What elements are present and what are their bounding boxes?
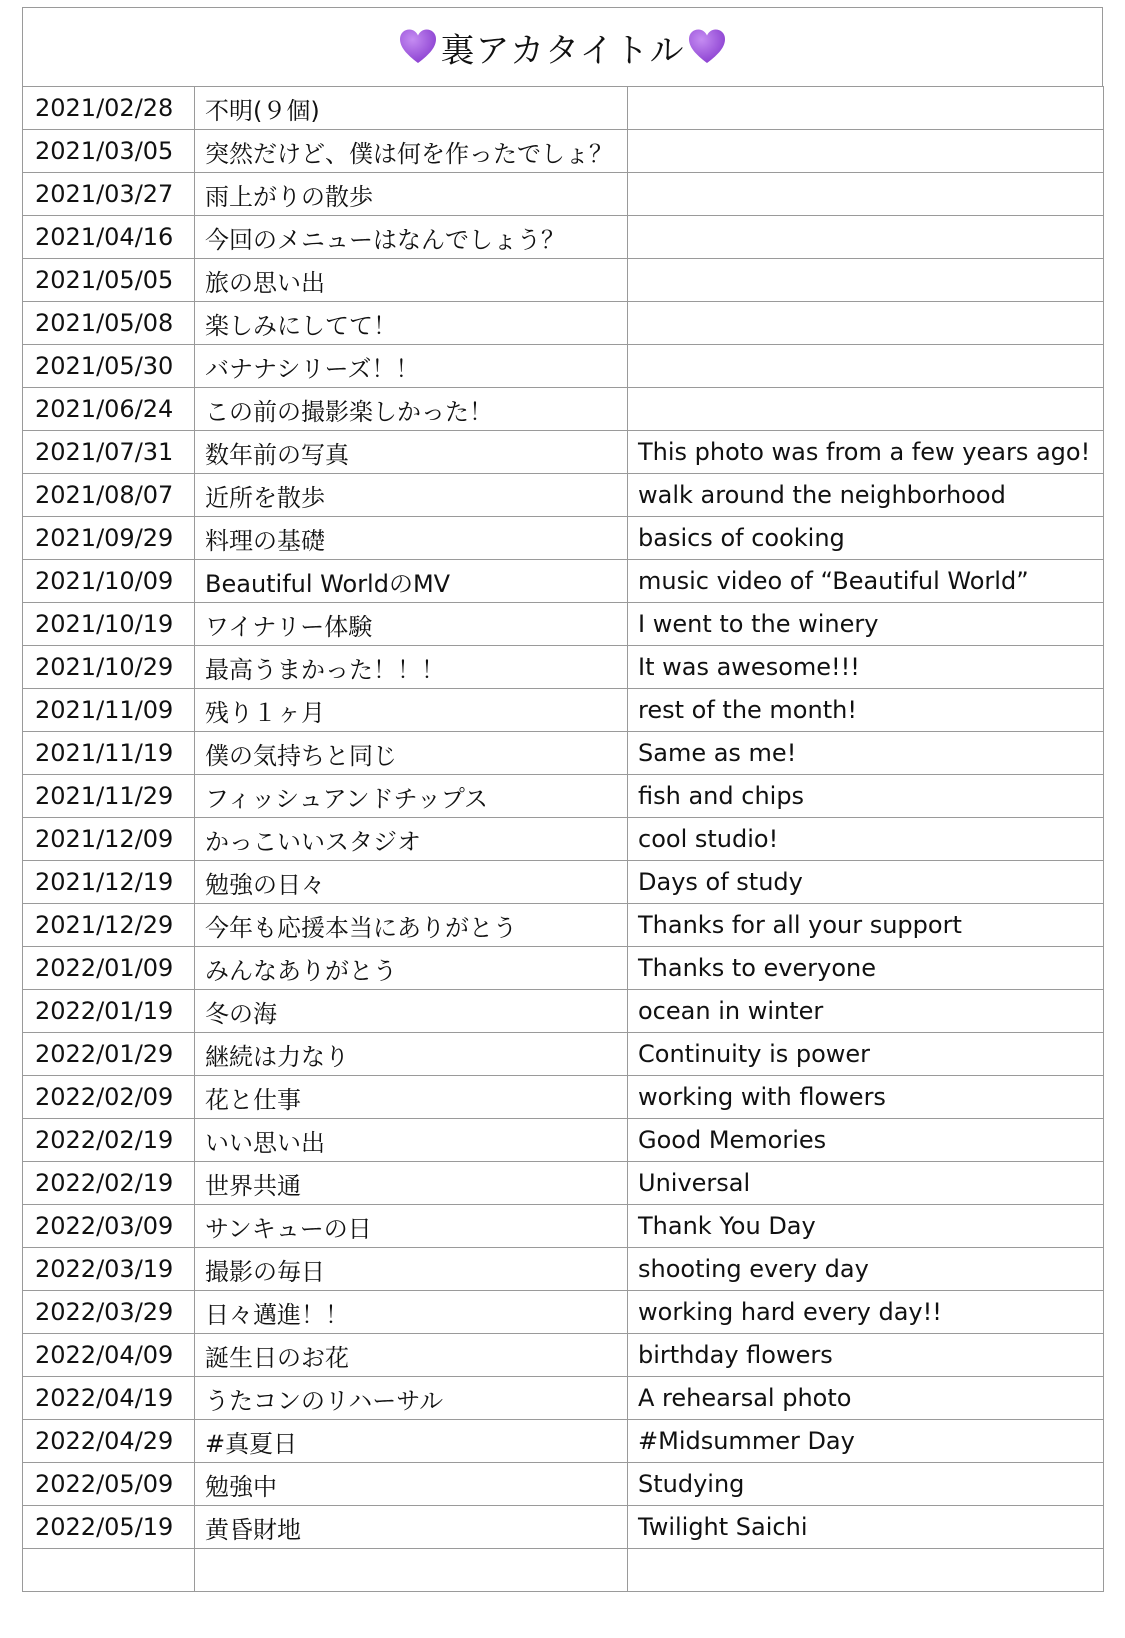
table-row [23, 775, 1104, 818]
japanese-title-cell: 今年も応援本当にありがとう [195, 904, 628, 947]
english-title-cell: I went to the winery [628, 603, 1104, 646]
english-title-cell: A rehearsal photo [628, 1377, 1104, 1420]
japanese-title-cell: 楽しみにしてて！ [195, 302, 628, 345]
date-cell: 2021/11/09 [23, 689, 195, 732]
english-title-cell: Thanks to everyone [628, 947, 1104, 990]
japanese-title-cell: 料理の基礎 [195, 517, 628, 560]
table-row [23, 173, 1104, 216]
date-cell: 2022/03/09 [23, 1205, 195, 1248]
table-row [23, 474, 1104, 517]
japanese-title-cell: 残り１ヶ月 [195, 689, 628, 732]
table-row [23, 1463, 1104, 1506]
date-cell: 2021/03/27 [23, 173, 195, 216]
date-cell: 2021/11/29 [23, 775, 195, 818]
english-title-cell [628, 173, 1104, 216]
japanese-title-cell: Beautiful WorldのMV [195, 560, 628, 603]
english-title-cell: It was awesome!!! [628, 646, 1104, 689]
title-sheet [22, 7, 1103, 1592]
english-title-cell: walk around the neighborhood [628, 474, 1104, 517]
japanese-title-cell: 雨上がりの散歩 [195, 173, 628, 216]
table-row [23, 1205, 1104, 1248]
table-row [23, 431, 1104, 474]
purple-heart-icon [687, 27, 727, 67]
english-title-cell [628, 302, 1104, 345]
date-cell: 2022/05/09 [23, 1463, 195, 1506]
date-cell: 2022/04/19 [23, 1377, 195, 1420]
table-row [23, 732, 1104, 775]
title-row [22, 7, 1103, 86]
english-title-cell: #Midsummer Day [628, 1420, 1104, 1463]
japanese-title-cell: うたコンのリハーサル [195, 1377, 628, 1420]
japanese-title-cell: 日々邁進！！ [195, 1291, 628, 1334]
table-row [23, 1291, 1104, 1334]
table-row [23, 216, 1104, 259]
english-title-cell: Same as me! [628, 732, 1104, 775]
english-title-cell [628, 1549, 1104, 1592]
english-title-cell: Twilight Saichi [628, 1506, 1104, 1549]
japanese-title-cell: 僕の気持ちと同じ [195, 732, 628, 775]
japanese-title-cell: 不明(９個) [195, 87, 628, 130]
table-row [23, 689, 1104, 732]
japanese-title-cell: 継続は力なり [195, 1033, 628, 1076]
japanese-title-cell: ワイナリー体験 [195, 603, 628, 646]
date-cell: 2022/02/19 [23, 1119, 195, 1162]
date-cell: 2022/02/19 [23, 1162, 195, 1205]
table-row [23, 1033, 1104, 1076]
english-title-cell: cool studio! [628, 818, 1104, 861]
japanese-title-cell [195, 1549, 628, 1592]
title-table [22, 86, 1104, 1592]
table-row [23, 517, 1104, 560]
english-title-cell [628, 130, 1104, 173]
japanese-title-cell: 近所を散歩 [195, 474, 628, 517]
table-row [23, 302, 1104, 345]
english-title-cell: ocean in winter [628, 990, 1104, 1033]
japanese-title-cell: 花と仕事 [195, 1076, 628, 1119]
date-cell: 2022/03/19 [23, 1248, 195, 1291]
japanese-title-cell: フィッシュアンドチップス [195, 775, 628, 818]
japanese-title-cell: 冬の海 [195, 990, 628, 1033]
table-row [23, 388, 1104, 431]
english-title-cell: basics of cooking [628, 517, 1104, 560]
english-title-cell: This photo was from a few years ago! [628, 431, 1104, 474]
date-cell: 2021/10/09 [23, 560, 195, 603]
japanese-title-cell: 数年前の写真 [195, 431, 628, 474]
japanese-title-cell: 今回のメニューはなんでしょう？ [195, 216, 628, 259]
date-cell: 2022/04/29 [23, 1420, 195, 1463]
japanese-title-cell: 誕生日のお花 [195, 1334, 628, 1377]
japanese-title-cell: 最高うまかった！！！ [195, 646, 628, 689]
date-cell: 2021/03/05 [23, 130, 195, 173]
date-cell: 2021/05/05 [23, 259, 195, 302]
english-title-cell [628, 388, 1104, 431]
table-row [23, 1506, 1104, 1549]
english-title-cell: rest of the month! [628, 689, 1104, 732]
date-cell [23, 1549, 195, 1592]
japanese-title-cell: かっこいいスタジオ [195, 818, 628, 861]
date-cell: 2021/12/19 [23, 861, 195, 904]
date-cell: 2022/02/09 [23, 1076, 195, 1119]
japanese-title-cell: 世界共通 [195, 1162, 628, 1205]
date-cell: 2021/12/09 [23, 818, 195, 861]
table-row [23, 990, 1104, 1033]
japanese-title-cell: 勉強中 [195, 1463, 628, 1506]
english-title-cell [628, 87, 1104, 130]
english-title-cell: shooting every day [628, 1248, 1104, 1291]
table-row [23, 1162, 1104, 1205]
japanese-title-cell: 勉強の日々 [195, 861, 628, 904]
table-row [23, 646, 1104, 689]
table-row [23, 1248, 1104, 1291]
date-cell: 2021/04/16 [23, 216, 195, 259]
table-row [23, 1334, 1104, 1377]
table-row [23, 904, 1104, 947]
japanese-title-cell: この前の撮影楽しかった！ [195, 388, 628, 431]
date-cell: 2022/01/29 [23, 1033, 195, 1076]
table-row [23, 603, 1104, 646]
date-cell: 2021/02/28 [23, 87, 195, 130]
table-row [23, 345, 1104, 388]
date-cell: 2021/06/24 [23, 388, 195, 431]
english-title-cell [628, 216, 1104, 259]
date-cell: 2022/04/09 [23, 1334, 195, 1377]
table-row [23, 1420, 1104, 1463]
english-title-cell: Thank You Day [628, 1205, 1104, 1248]
table-row [23, 1549, 1104, 1592]
table-row [23, 560, 1104, 603]
japanese-title-cell: 旅の思い出 [195, 259, 628, 302]
date-cell: 2022/05/19 [23, 1506, 195, 1549]
english-title-cell: Studying [628, 1463, 1104, 1506]
date-cell: 2021/07/31 [23, 431, 195, 474]
japanese-title-cell: みんなありがとう [195, 947, 628, 990]
english-title-cell: birthday flowers [628, 1334, 1104, 1377]
english-title-cell: music video of “Beautiful World” [628, 560, 1104, 603]
japanese-title-cell: 黄昏財地 [195, 1506, 628, 1549]
purple-heart-icon [398, 27, 438, 67]
english-title-cell [628, 345, 1104, 388]
date-cell: 2022/01/09 [23, 947, 195, 990]
date-cell: 2021/12/29 [23, 904, 195, 947]
japanese-title-cell: バナナシリーズ！！ [195, 345, 628, 388]
english-title-cell: working with flowers [628, 1076, 1104, 1119]
table-row [23, 861, 1104, 904]
english-title-cell: Days of study [628, 861, 1104, 904]
table-row [23, 818, 1104, 861]
date-cell: 2021/08/07 [23, 474, 195, 517]
table-row [23, 130, 1104, 173]
date-cell: 2022/03/29 [23, 1291, 195, 1334]
japanese-title-cell: 撮影の毎日 [195, 1248, 628, 1291]
table-row [23, 259, 1104, 302]
date-cell: 2021/10/29 [23, 646, 195, 689]
date-cell: 2021/05/08 [23, 302, 195, 345]
japanese-title-cell: サンキューの日 [195, 1205, 628, 1248]
english-title-cell: working hard every day!! [628, 1291, 1104, 1334]
date-cell: 2021/11/19 [23, 732, 195, 775]
table-row [23, 947, 1104, 990]
table-row [23, 87, 1104, 130]
japanese-title-cell: #真夏日 [195, 1420, 628, 1463]
japanese-title-cell: いい思い出 [195, 1119, 628, 1162]
date-cell: 2022/01/19 [23, 990, 195, 1033]
english-title-cell: Thanks for all your support [628, 904, 1104, 947]
table-row [23, 1076, 1104, 1119]
english-title-cell: Universal [628, 1162, 1104, 1205]
english-title-cell: Continuity is power [628, 1033, 1104, 1076]
page-title: 裏アカタイトル [440, 30, 685, 71]
english-title-cell: Good Memories [628, 1119, 1104, 1162]
date-cell: 2021/05/30 [23, 345, 195, 388]
date-cell: 2021/10/19 [23, 603, 195, 646]
english-title-cell: fish and chips [628, 775, 1104, 818]
table-row [23, 1377, 1104, 1420]
table-row [23, 1119, 1104, 1162]
japanese-title-cell: 突然だけど、僕は何を作ったでしょ？ [195, 130, 628, 173]
date-cell: 2021/09/29 [23, 517, 195, 560]
english-title-cell [628, 259, 1104, 302]
